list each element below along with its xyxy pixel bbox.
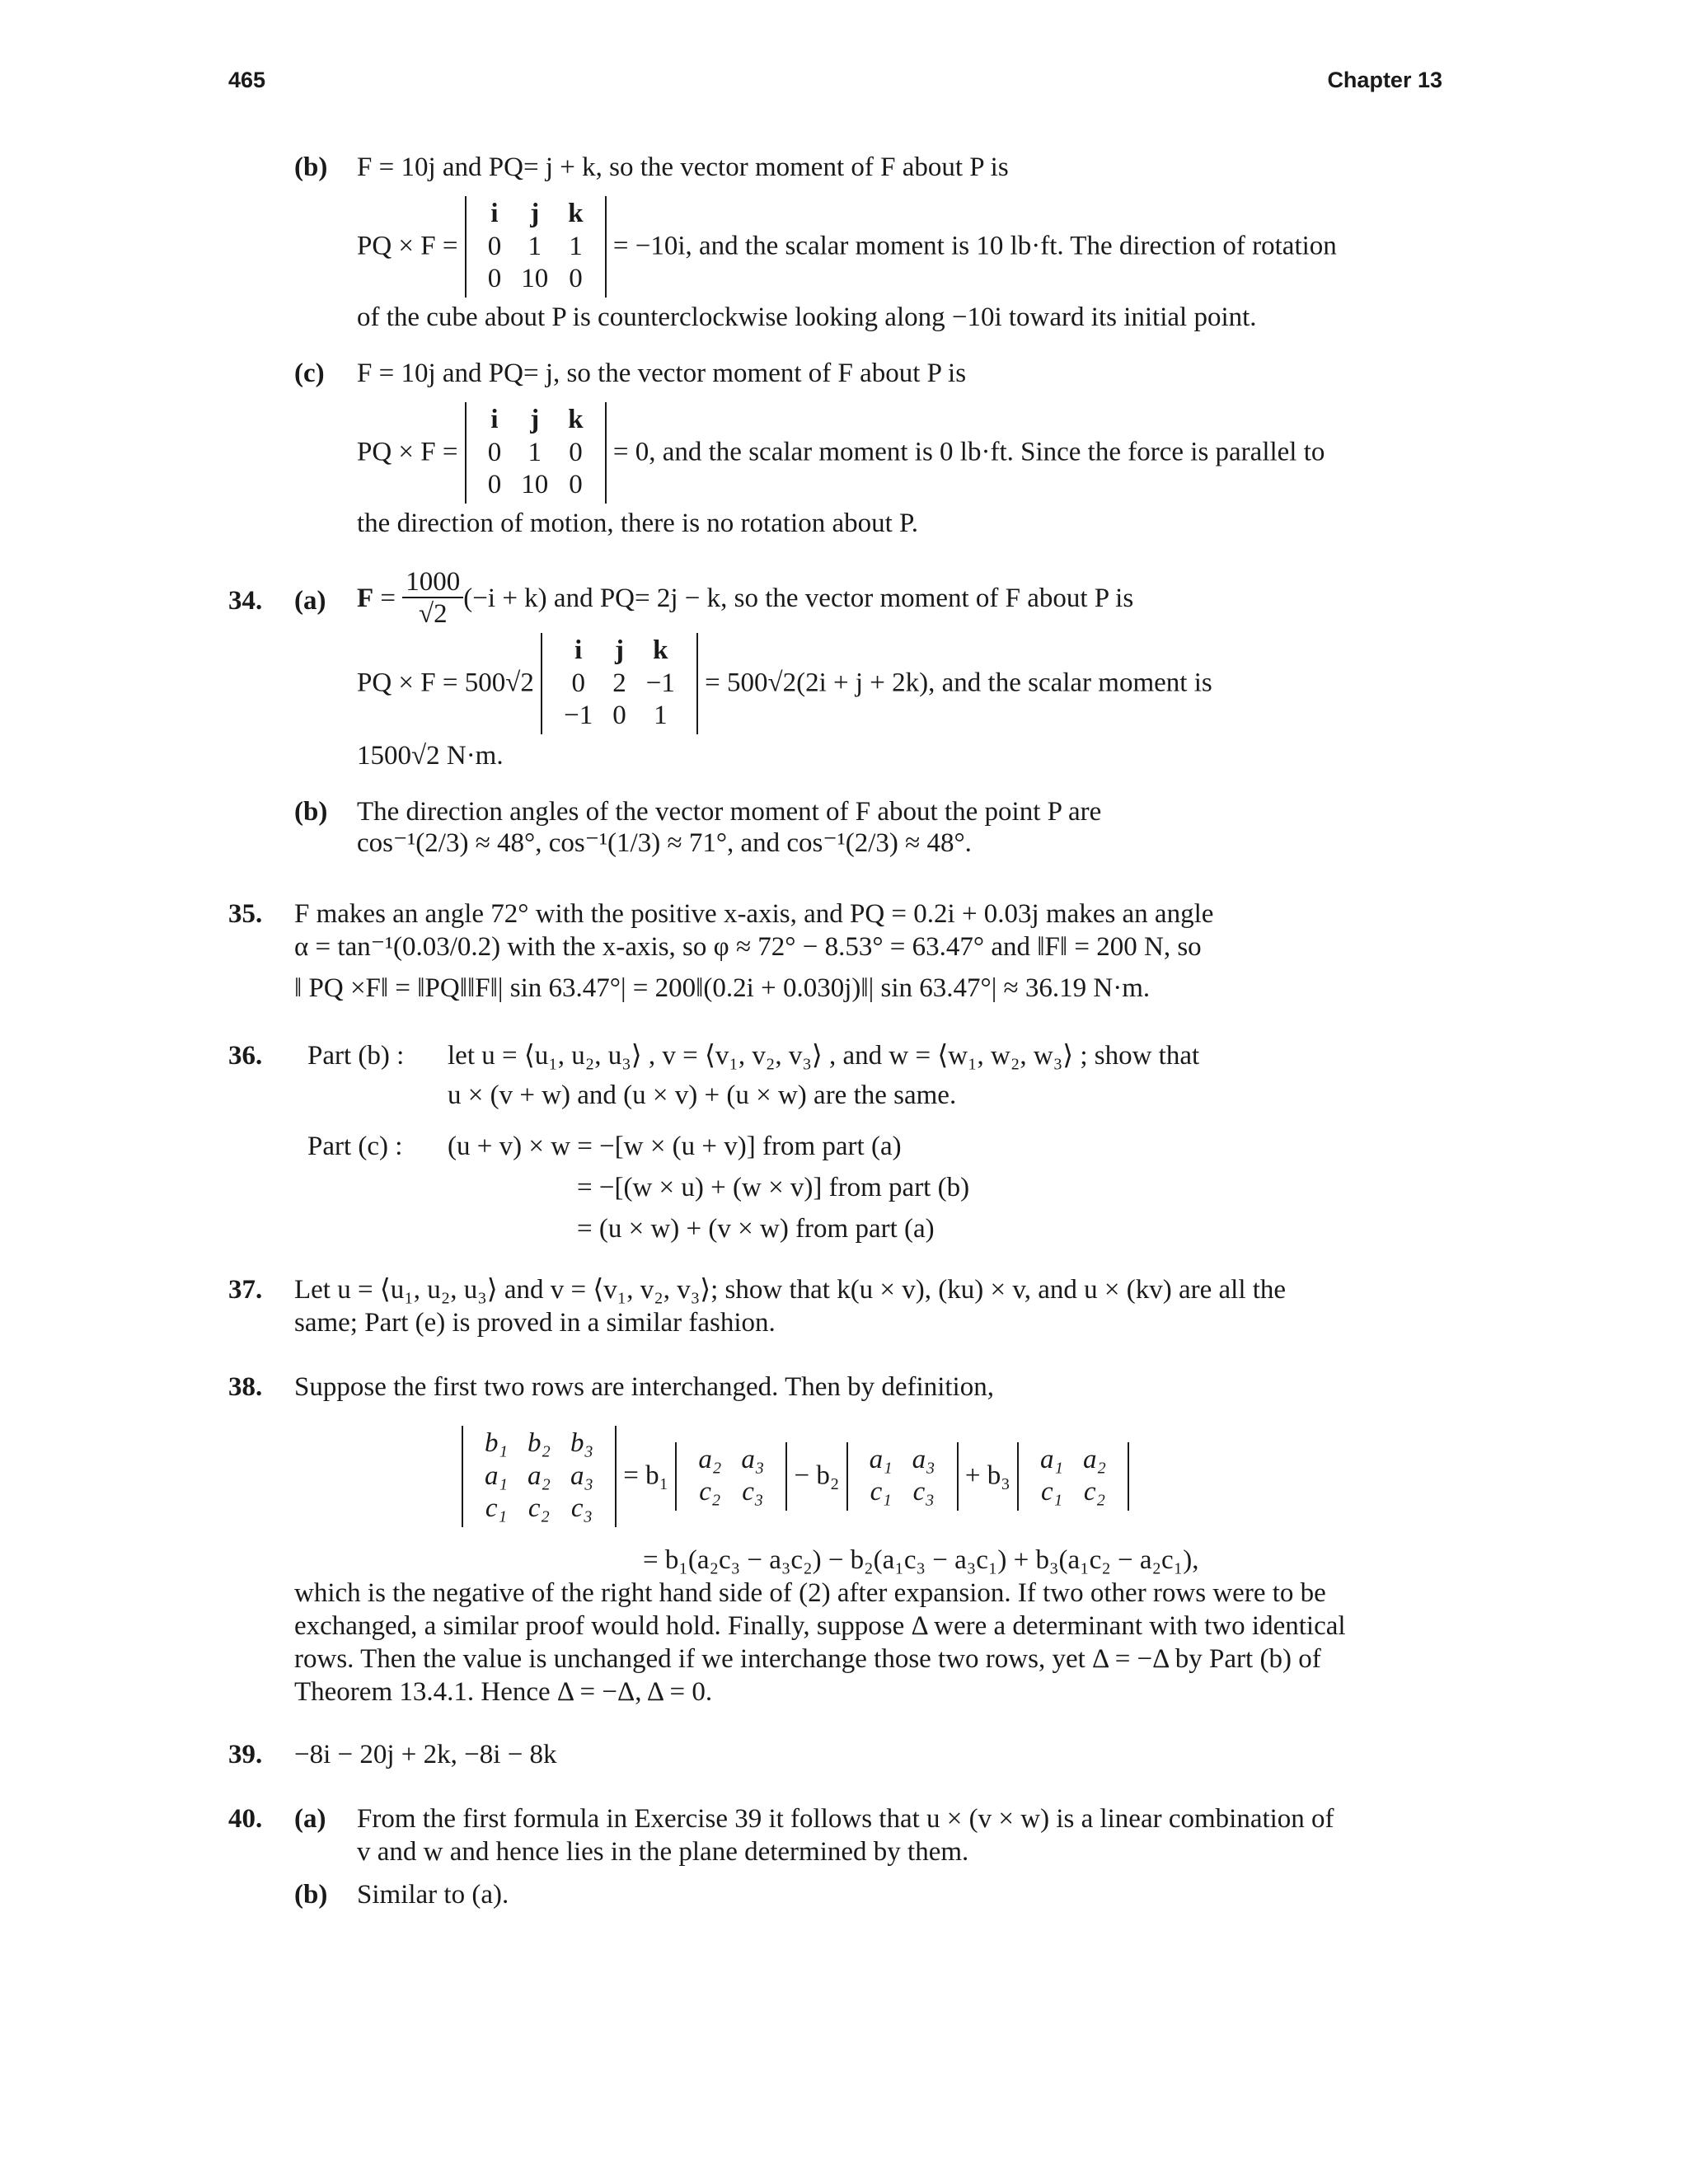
item-34a-eq-rhs: = 500√2(2i + j + 2k), and the scalar moment is xyxy=(705,668,1212,698)
item-38-term1: = b₁ xyxy=(623,1460,669,1491)
item-33b-equation xyxy=(357,196,1337,298)
item-33c-eq-rhs: = 0, and the scalar moment is 0 lb·ft. Since the force is parallel to xyxy=(612,437,1325,467)
item-38-number: 38. xyxy=(228,1372,263,1402)
item-33b-label: (b) xyxy=(294,152,328,182)
item-38-minor-c: a₁ a₂ c₁ c₂ xyxy=(1017,1442,1129,1511)
item-34a-fraction: $\frac{1000}{√2}$ xyxy=(402,567,463,631)
page-number: 465 xyxy=(228,68,266,92)
item-38-para-line3: rows. Then the value is unchanged if we interchange those two rows, yet Δ = −Δ by Part (b) of xyxy=(294,1644,1321,1674)
item-35-line3: ‖ PQ ×F‖ = ‖PQ‖‖F‖| sin 63.47°| = 200‖(0.2i + 0.030j)‖| sin 63.47°| ≈ 36.19 N·m. xyxy=(294,973,1151,1003)
item-33c-line2: the direction of motion, there is no rotation about P. xyxy=(357,509,918,538)
item-40-number: 40. xyxy=(228,1804,263,1834)
item-34a-line3: 1500√2 N·m. xyxy=(357,741,504,771)
item-33c-line1: F = 10j and PQ= j, so the vector moment of F about P is xyxy=(357,359,967,388)
item-34b-label: (b) xyxy=(294,797,328,827)
item-40b-text: Similar to (a). xyxy=(357,1880,509,1910)
item-40a-line1: From the first formula in Exercise 39 it follows that u × (v × w) is a linear combination of xyxy=(357,1804,1334,1834)
item-34a-equation xyxy=(357,633,1212,734)
item-34a-line1: F = $\frac{1000}{√2}$ (−i + k) and PQ= 2j − k, so the vector moment of F about P is xyxy=(357,567,1133,631)
item-36-part-c-label: Part (c) : xyxy=(307,1132,403,1161)
item-37-line2: same; Part (e) is proved in a similar fashion. xyxy=(294,1308,776,1338)
item-38-minor-a: a₂ a₃ c₂ c₃ xyxy=(675,1442,787,1511)
item-37-line1: Let u = ⟨u₁, u₂, u₃⟩ and v = ⟨v₁, v₂, v₃⟩; show that k(u × v), (ku) × v, and u × (kv) are all the xyxy=(294,1275,1287,1305)
item-34b-line1: The direction angles of the vector moment of F about the point P are xyxy=(357,797,1102,827)
item-33b-determinant: i j k 0 1 1 0 10 0 xyxy=(465,196,607,298)
item-33b-eq-lhs: PQ × F = xyxy=(357,231,458,261)
item-40b-label: (b) xyxy=(294,1880,328,1910)
item-33b-line2: of the cube about P is counterclockwise looking along −10i toward its initial point. xyxy=(357,302,1257,332)
item-40a-line2: v and w and hence lies in the plane determined by them. xyxy=(357,1837,969,1867)
item-33c-equation xyxy=(357,402,1325,504)
item-34a-determinant: i j k 0 2 −1 −1 0 1 xyxy=(541,633,698,734)
item-34a-eq-lhs: PQ × F = 500√2 xyxy=(357,668,534,698)
item-33b-line1: F = 10j and PQ= j + k, so the vector moment of F about P is xyxy=(357,152,1009,182)
item-36-part-c-line2: = −[(w × u) + (w × v)] from part (b) xyxy=(577,1173,970,1202)
item-39-number: 39. xyxy=(228,1740,263,1769)
item-33c-eq-lhs: PQ × F = xyxy=(357,437,458,467)
item-38-line1: Suppose the first two rows are interchanged. Then by definition, xyxy=(294,1372,994,1402)
item-36-part-b-label: Part (b) : xyxy=(307,1041,405,1071)
item-39-text: −8i − 20j + 2k, −8i − 8k xyxy=(294,1740,557,1769)
item-38-para-line4: Theorem 13.4.1. Hence Δ = −Δ, Δ = 0. xyxy=(294,1677,713,1707)
item-34b-line2: cos⁻¹(2/3) ≈ 48°, cos⁻¹(1/3) ≈ 71°, and cos⁻¹(2/3) ≈ 48°. xyxy=(357,828,972,858)
item-38-term2: − b₂ xyxy=(794,1460,840,1491)
item-34a-label: (a) xyxy=(294,586,326,616)
item-38-minor-b: a₁ a₃ c₁ c₃ xyxy=(846,1442,959,1511)
item-36-part-c-line1: (u + v) × w = −[w × (u + v)] from part (a) xyxy=(448,1132,902,1161)
item-38-para-line1: which is the negative of the right hand side of (2) after expansion. If two other rows were to be xyxy=(294,1578,1326,1608)
item-37-number: 37. xyxy=(228,1275,263,1305)
item-33c-label: (c) xyxy=(294,359,325,388)
item-38-determinant-3x3: b₁ b₂ b₃ a₁ a₂ a₃ c₁ c₂ c₃ xyxy=(462,1426,617,1527)
chapter-title: Chapter 13 xyxy=(1327,68,1442,92)
item-38-expansion: = b₁(a₂c₃ − a₃c₂) − b₂(a₁c₃ − a₃c₁) + b₃(a₁c₂ − a₂c₁), xyxy=(643,1545,1199,1575)
item-36-part-b-line2: u × (v + w) and (u × v) + (u × w) are the same. xyxy=(448,1080,957,1110)
item-38-equation xyxy=(462,1426,1129,1527)
item-35-line1: F makes an angle 72° with the positive x-axis, and PQ = 0.2i + 0.03j makes an angle xyxy=(294,899,1214,929)
item-35-number: 35. xyxy=(228,899,263,929)
item-40a-label: (a) xyxy=(294,1804,326,1834)
item-33c-determinant: i j k 0 1 0 0 10 0 xyxy=(465,402,607,504)
item-33b-eq-rhs: = −10i, and the scalar moment is 10 lb·ft. The direction of rotation xyxy=(612,231,1337,261)
item-34-number: 34. xyxy=(228,586,263,616)
item-38-term3: + b₃ xyxy=(964,1460,1010,1491)
item-36-number: 36. xyxy=(228,1041,263,1071)
item-38-para-line2: exchanged, a similar proof would hold. Finally, suppose Δ were a determinant with two identical xyxy=(294,1611,1346,1641)
item-35-line2: α = tan⁻¹(0.03/0.2) with the x-axis, so φ ≈ 72° − 8.53° = 63.47° and ‖F‖ = 200 N, so xyxy=(294,932,1202,962)
item-36-part-c-line3: = (u × w) + (v × w) from part (a) xyxy=(577,1214,935,1244)
item-36-part-b-line1: let u = ⟨u₁, u₂, u₃⟩ , v = ⟨v₁, v₂, v₃⟩ , and w = ⟨w₁, w₂, w₃⟩ ; show that xyxy=(448,1041,1200,1071)
